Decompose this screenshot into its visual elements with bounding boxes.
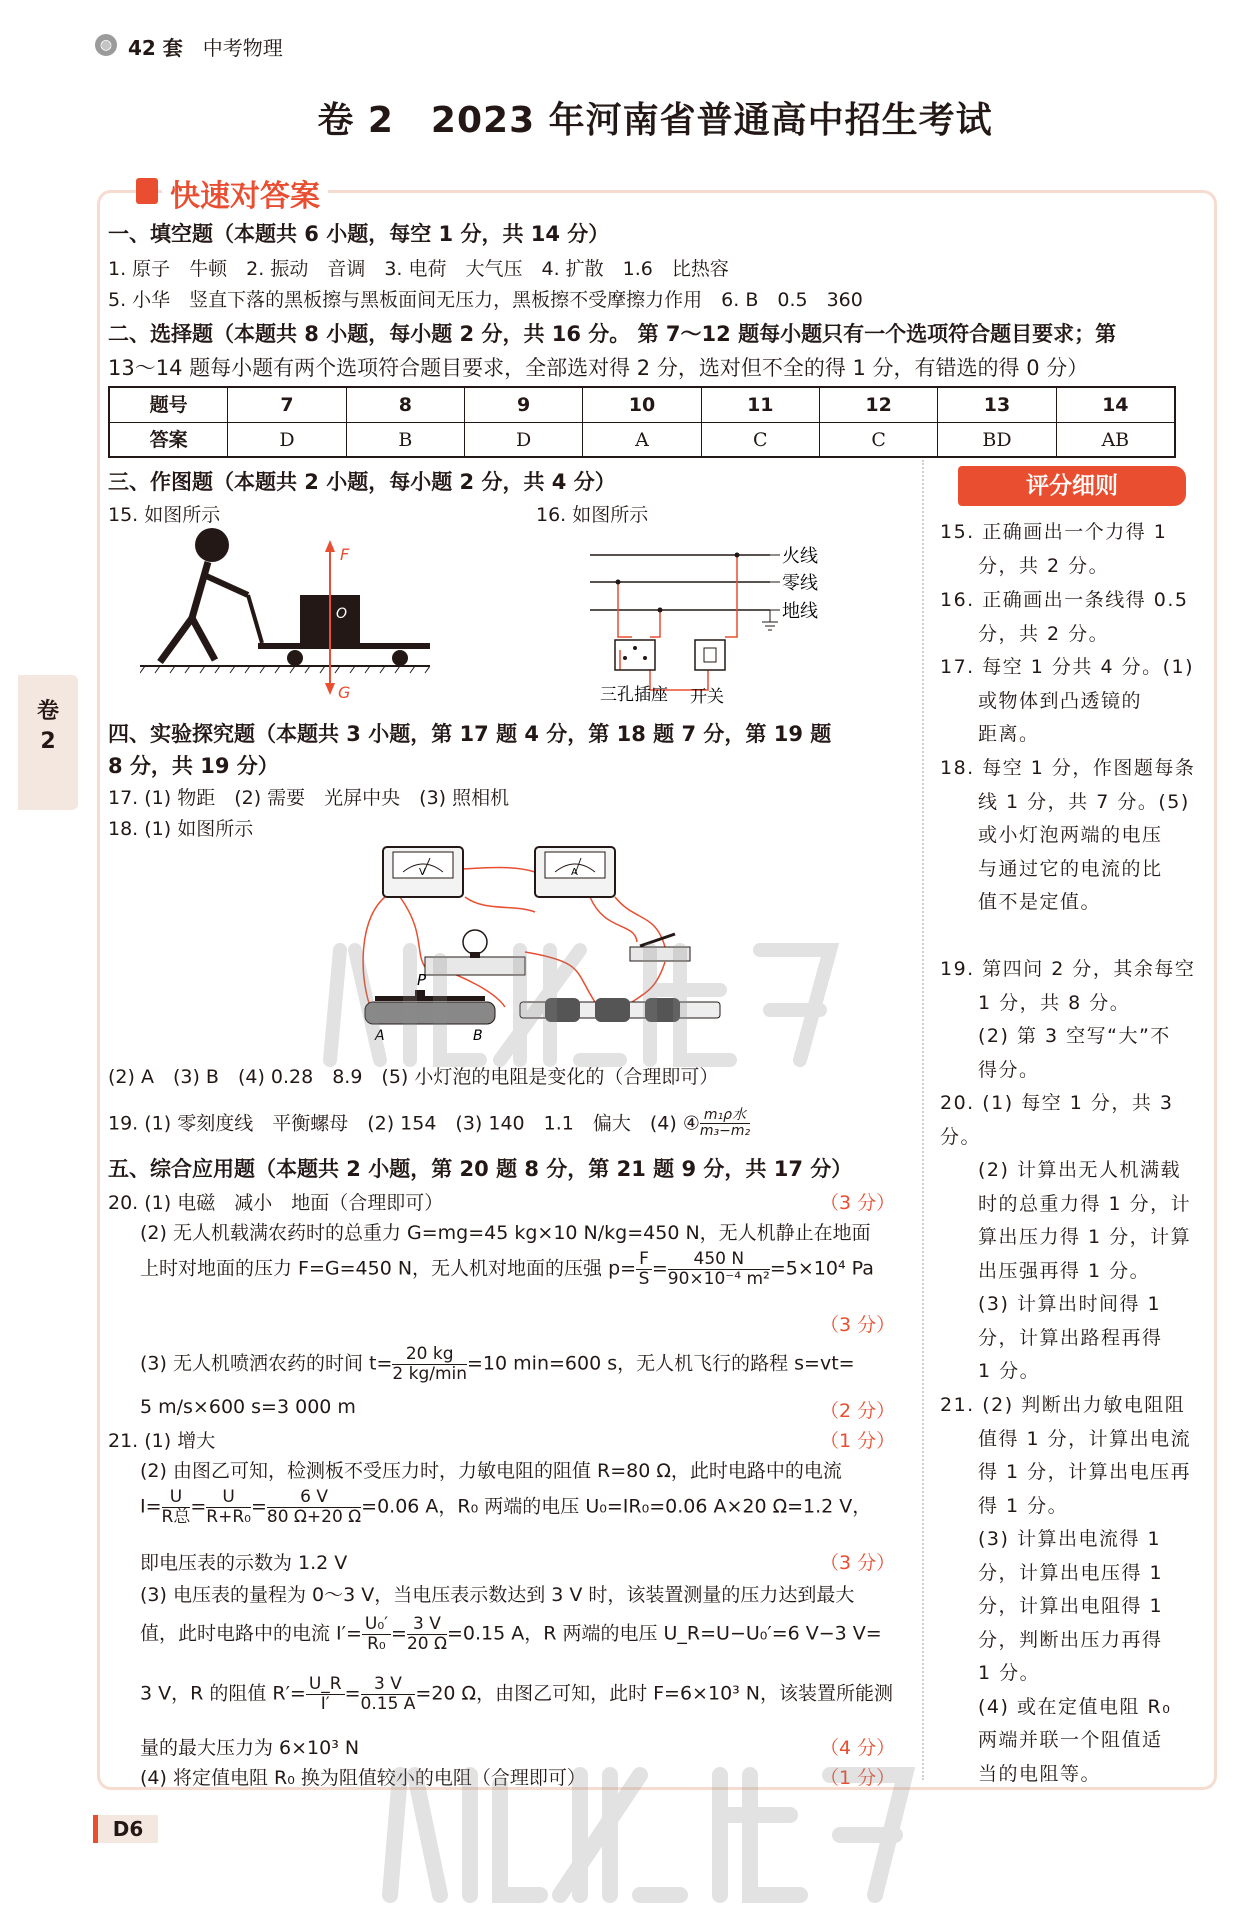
fraction [162, 1488, 191, 1526]
terminal-a-label: A [375, 1028, 385, 1042]
rubric-line: (2) 第 3 空写“大”不 [978, 1025, 1171, 1047]
table-cell: 7 [227, 388, 345, 422]
section4-heading1: 四、实验探究题（本题共 3 小题，第 17 题 4 分，第 18 题 7 分，第 19 题 [108, 722, 832, 746]
ground-wire-label: 地线 [782, 601, 818, 622]
rubric-line: 距离。 [978, 723, 1040, 745]
q19-fraction [700, 1108, 750, 1140]
fraction [392, 1345, 467, 1383]
rubric-line: 分，共 2 分。 [978, 622, 1110, 645]
live-wire-label: 火线 [782, 546, 818, 567]
fraction-den: 20 Ω [406, 1633, 447, 1654]
fig16-circuit [590, 540, 840, 705]
rubric-line: 当的电阻等。 [978, 1762, 1102, 1785]
rubric-line: 16. 正确画出一条线得 0.5 [940, 589, 1189, 611]
q18-answers: (2) A (3) B (4) 0.28 8.9 (5) 小灯泡的电阻是变化的（合理即可） [108, 1066, 719, 1088]
section1-heading: 一、填空题（本题共 6 小题，每空 1 分，共 14 分） [108, 222, 610, 246]
score-badge: （2 分） [820, 1400, 896, 1422]
rubric-line: 出压强再得 1 分。 [978, 1259, 1151, 1282]
section1-line1: 1. 原子 牛顿 2. 振动 音调 3. 电荷 大气压 4. 扩散 1.6 比热容 [108, 258, 729, 280]
fraction-num: 6 V [267, 1488, 361, 1508]
table-cell: 13 [937, 388, 1055, 422]
rubric-line: 得分。 [978, 1058, 1040, 1081]
rubric-line: 分，共 2 分。 [978, 554, 1110, 577]
section2-heading1: 二、选择题（本题共 8 小题，每小题 2 分，共 16 分。 第 7～12 题每小题只有一个选项符合题目要求；第 [108, 322, 1117, 346]
page-header [128, 32, 283, 61]
rubric-line: 1 分，共 8 分。 [978, 991, 1131, 1014]
page-title: 卷 2 2023 年河南省普通高中招生考试 [317, 100, 993, 141]
section5-heading: 五、综合应用题（本题共 2 小题，第 20 题 8 分，第 21 题 9 分，共 17 分） [108, 1157, 853, 1181]
table-cell: 8 [346, 388, 464, 422]
q20-line3-end: =5×10⁴ Pa [769, 1257, 874, 1280]
force-f-label: F [340, 545, 350, 564]
rubric-line: 分，判断出压力再得 [978, 1628, 1163, 1651]
q20-line2: (2) 无人机载满农药时的总重力 G=mg=45 kg×10 N/kg=450 N，无人机静止在地面 [140, 1222, 871, 1244]
q20-line3: 上时对地面的压力 F=G=450 N，无人机对地面的压强 p= $\frac{F}{S}$ = $\frac{450 N}{\text{90×10⁻⁴ m²}}$ =5×10⁴ Pa [140, 1249, 874, 1289]
fraction-den: 0.15 A [360, 1693, 416, 1714]
fraction-num: 20 kg [392, 1345, 467, 1365]
rubric-line: 15. 正确画出一个力得 1 [940, 521, 1168, 543]
section1-line2: 5. 小华 竖直下落的黑板擦与黑板面间无压力，黑板擦不受摩擦力作用 6. B 0.5 360 [108, 289, 863, 311]
table-cell: 11 [701, 388, 819, 422]
fraction [362, 1615, 391, 1653]
q20-line4-text: (3) 无人机喷洒农药的时间 t= [140, 1352, 393, 1375]
terminal-b-label: B [473, 1028, 483, 1042]
fraction-den: R₀ [367, 1633, 386, 1654]
q20-line3-text: 上时对地面的压力 F=G=450 N，无人机对地面的压强 p= [140, 1257, 637, 1280]
q19-answer [108, 1108, 750, 1140]
fraction [636, 1250, 652, 1288]
rubric-line: 值不是定值。 [978, 891, 1102, 913]
section4-heading2: 8 分，共 19 分） [108, 754, 279, 778]
rubric-line: 18. 每空 1 分，作图题每条 [940, 757, 1196, 779]
rubric-line: 时的总重力得 1 分，计 [978, 1192, 1192, 1215]
q21-line6-text: 值，此时电路中的电流 I′= [140, 1622, 362, 1645]
rubric-21 [940, 1389, 1210, 1791]
ammeter-label: A [571, 867, 578, 878]
score-badge: （3 分） [820, 1192, 896, 1214]
q21-line8: 量的最大压力为 6×10³ N [140, 1737, 360, 1759]
switch-label: 开关 [690, 687, 724, 705]
rubric-line: 分，计算出电阻得 1 [978, 1595, 1164, 1617]
q21-line3: I= $\frac{U}{\text{R总}}$ = $\frac{U}{\text{R+R₀}}$ = $\frac{6 V}{80 \Omega+20 \Omega}$ =0.06 A，R₀ 两端的电压 U₀=IR₀=0.06 A×20 Ω=1.2 V， [140, 1487, 872, 1527]
q20-line5: 5 m/s×600 s=3 000 m [140, 1396, 356, 1418]
rubric-line: 或物体到凸透镜的 [978, 689, 1143, 712]
q17-answer: 17. (1) 物距 (2) 需要 光屏中央 (3) 照相机 [108, 787, 510, 809]
q19-text: 19. (1) 零刻度线 平衡螺母 (2) 154 (3) 140 1.1 偏大 (4) ④ [108, 1112, 700, 1135]
section3-heading: 三、作图题（本题共 2 小题，每小题 2 分，共 4 分） [108, 470, 616, 494]
fraction-den: R总 [161, 1506, 191, 1527]
quick-answer-title: 快速对答案 [162, 171, 328, 215]
rubric-line: 值得 1 分，计算出电流 [978, 1427, 1192, 1450]
fraction [267, 1488, 361, 1526]
rubric-line: 得 1 分，计算出电压再 [978, 1461, 1192, 1483]
q19-numerator: m₁ρ水 [700, 1108, 750, 1124]
force-g-label: G [338, 683, 351, 700]
fraction [407, 1615, 447, 1653]
q20-line4-end: =10 min=600 s，无人机飞行的路程 s=vt= [467, 1352, 855, 1375]
fraction [361, 1675, 416, 1713]
table-header-label: 题号 [149, 394, 188, 416]
fraction [668, 1250, 770, 1288]
rubric-16 [940, 584, 1210, 651]
side-tab [18, 675, 78, 810]
section2-heading2: 13～14 题每小题有两个选项符合题目要求，全部选对得 2 分，选对但不全的得 1 分，有错选的得 0 分） [108, 356, 1089, 380]
q21-line2: (2) 由图乙可知，检测板不受压力时，力敏电阻的阻值 R=80 Ω，此时电路中的电流 [140, 1460, 842, 1482]
score-badge: （3 分） [820, 1314, 896, 1336]
q21-line7-text: 3 V，R 的阻值 R′= [140, 1682, 306, 1705]
rubric-line: 17. 每空 1 分共 4 分。(1) [940, 656, 1195, 678]
rubric-17 [940, 651, 1210, 752]
q21-line1: 21. (1) 增大 [108, 1430, 216, 1452]
score-badge: （1 分） [820, 1430, 896, 1452]
fraction-num: U₀′ [362, 1615, 391, 1635]
fraction-den: S [638, 1268, 650, 1289]
rubric-line: 1 分。 [978, 1360, 1041, 1382]
rubric-18 [940, 752, 1210, 920]
table-cell: A [582, 423, 700, 456]
fraction-den: 80 Ω+20 Ω [266, 1506, 362, 1527]
table-cell: B [346, 423, 464, 456]
q19-denominator: m₃−m₂ [699, 1123, 751, 1140]
rubric-line: 19. 第四问 2 分，其余每空 [940, 958, 1196, 980]
fig15-pushcart [140, 520, 430, 700]
neutral-wire-label: 零线 [782, 573, 818, 594]
table-cell: 12 [819, 388, 937, 422]
page-number: D6 [93, 1815, 158, 1843]
table-cell: C [701, 423, 819, 456]
fraction-num: F [636, 1250, 652, 1270]
q21-line4: 即电压表的示数为 1.2 V [140, 1552, 348, 1574]
q18-label: 18. (1) 如图所示 [108, 818, 254, 840]
rubric-line: 分，计算出路程再得 [978, 1326, 1163, 1349]
socket-label: 三孔插座 [600, 685, 668, 705]
score-badge: （1 分） [820, 1767, 896, 1789]
rubric-19 [940, 953, 1210, 1087]
table-cell: 14 [1056, 388, 1174, 422]
q21-line5: (3) 电压表的量程为 0～3 V，当电压表示数达到 3 V 时，该装置测量的压力达到最大 [140, 1584, 855, 1606]
fraction-den: 90×10⁻⁴ m² [667, 1268, 770, 1289]
table-cell: C [819, 423, 937, 456]
q21-line9: (4) 将定值电阻 R₀ 换为阻值较小的电阻（合理即可） [140, 1767, 586, 1789]
point-o-label: O [336, 606, 348, 622]
fraction [206, 1488, 251, 1526]
book-name: 中考物理 [202, 36, 283, 60]
q20-line1: 20. (1) 电磁 减小 地面（合理即可） [108, 1192, 444, 1214]
table-cell: D [464, 423, 582, 456]
fraction-den: I′ [320, 1693, 330, 1714]
q21-line6: 值，此时电路中的电流 I′= $\frac{\text{U₀′}}{\text{R₀}}$ = $\frac{3 V}{20 \Omega}$ =0.15 A，R 两端的电压 U_R=U−U₀′=6 V−3 V= [140, 1614, 882, 1654]
side-tab-text: 卷 [36, 699, 59, 724]
table-cell: D [227, 423, 345, 456]
table-cell: 10 [582, 388, 700, 422]
table-cell: BD [937, 423, 1055, 456]
fraction-num: U [206, 1488, 251, 1508]
q21-line6-end: =0.15 A，R 两端的电压 U_R=U−U₀′=6 V−3 V= [446, 1622, 882, 1645]
rubric-line: (3) 计算出电流得 1 [978, 1528, 1162, 1550]
column-divider [922, 460, 924, 1780]
q15-label: 15. 如图所示 [108, 504, 221, 526]
fraction-num: 3 V [361, 1675, 416, 1695]
rubric-title: 评分细则 [958, 466, 1186, 506]
q21-line3-end: =0.06 A，R₀ 两端的电压 U₀=IR₀=0.06 A×20 Ω=1.2 V， [361, 1495, 872, 1518]
doc-icon [136, 178, 158, 204]
side-tab-number: 2 [40, 729, 56, 754]
score-badge: （4 分） [820, 1737, 896, 1759]
q21-line7: 3 V，R 的阻值 R′= $\frac{U\_R}{I'}$ = $\frac{3 V}{0.15 A}$ =20 Ω，由图乙可知，此时 F=6×10³ N，该装置所能测 [140, 1674, 894, 1714]
watermark-graphic [380, 1755, 920, 1905]
rubric-line: 与通过它的电流的比 [978, 857, 1163, 880]
fraction-num: U_R [306, 1675, 345, 1695]
voltmeter-label: V [419, 867, 426, 878]
q21-line7-end: =20 Ω，由图乙可知，此时 F=6×10³ N，该装置所能测 [415, 1682, 894, 1705]
fraction-num: 3 V [407, 1615, 447, 1635]
rubric-line: 得 1 分。 [978, 1494, 1069, 1517]
fraction-num: 450 N [668, 1250, 770, 1270]
rubric-line: 20. (1) 每空 1 分，共 3 分。 [940, 1092, 1174, 1148]
q21-line3-text: I= [140, 1495, 162, 1518]
rubric-line: 两端并联一个阻值适 [978, 1729, 1163, 1751]
table-cell: 9 [464, 388, 582, 422]
rubric-20 [940, 1087, 1210, 1389]
rubric-line: 算出压力得 1 分，计算 [978, 1226, 1192, 1248]
rubric-line: (3) 计算出时间得 1 [978, 1293, 1162, 1315]
set-count: 42 套 [128, 36, 183, 60]
rubric-line: (2) 计算出无人机满载 [978, 1159, 1181, 1181]
answer-table [108, 386, 1176, 458]
fraction-num: U [162, 1488, 191, 1508]
slider-p-label: P [417, 971, 427, 989]
q16-label: 16. 如图所示 [536, 504, 649, 526]
score-badge: （3 分） [820, 1552, 896, 1574]
fraction [306, 1675, 345, 1713]
rubric-15 [940, 516, 1210, 583]
rubric-line: 线 1 分，共 7 分。(5) [978, 790, 1190, 813]
rubric-line: 分，计算出电压得 1 [978, 1561, 1164, 1584]
rubric-line: 21. (2) 判断出力敏电阻阻 [940, 1394, 1186, 1416]
fraction-den: R+R₀ [206, 1506, 251, 1527]
rubric-line: 或小灯泡两端的电压 [978, 824, 1163, 846]
table-cell: AB [1056, 423, 1174, 456]
rubric-line: (4) 或在定值电阻 R₀ [978, 1695, 1172, 1718]
watermark-graphic [320, 930, 840, 1070]
table-answer-label: 答案 [149, 429, 188, 451]
fraction-den: 2 kg/min [392, 1363, 468, 1384]
rubric-line: 1 分。 [978, 1662, 1041, 1684]
q20-line4 [140, 1345, 855, 1383]
book-icon: ◍ [95, 34, 117, 56]
